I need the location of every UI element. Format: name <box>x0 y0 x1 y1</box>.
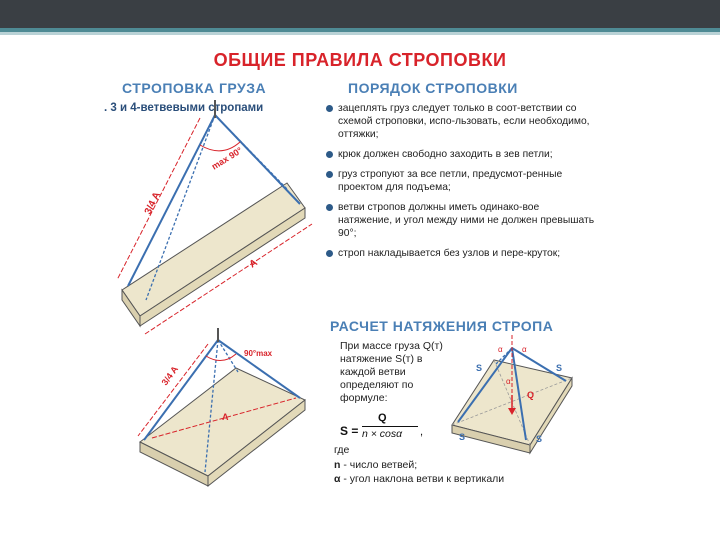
s-label-right: S <box>556 363 563 373</box>
formula-denominator: n × cosα <box>362 428 403 440</box>
right-heading: ПОРЯДОК СТРОПОВКИ <box>348 80 518 96</box>
left-subheading: . 3 и 4-ветвевыми стропами <box>104 102 264 114</box>
length-dimension-label: A <box>247 257 260 271</box>
legend-alpha: α - угол наклона ветви к вертикали <box>334 473 505 485</box>
angle-label: max 90° <box>209 145 244 172</box>
where-label: где <box>334 444 350 456</box>
list-item: строп накладывается без узлов и пере-круток; <box>326 247 596 260</box>
s-label-bottom-left: S <box>459 432 466 442</box>
list-item: крюк должен свободно заходить в зев петли; <box>326 148 596 161</box>
s-label-bottom-right: S <box>536 434 543 444</box>
plate-leg-dimension-label: 3/4 A <box>159 364 181 388</box>
left-heading: СТРОПОВКА ГРУЗА <box>122 80 267 96</box>
list-item: груз стропуют за все петли, предусмот-ренные проектом для подъема; <box>326 168 596 194</box>
alpha-label-left: α <box>498 345 503 354</box>
plate-angle-label: 90°max <box>244 349 273 358</box>
list-item: ветви стропов должны иметь одинако-вое натяжение, и угол между ними не должен превышать 90°; <box>326 201 596 240</box>
leg-dimension-label: 3/4 A <box>142 190 164 217</box>
formula-lhs: S = <box>340 424 359 438</box>
alpha-label-right: α <box>522 345 527 354</box>
plate-length-dimension-label: A <box>222 412 229 422</box>
s-label-left: S <box>476 363 483 373</box>
list-item: зацеплять груз следует только в соот-ветствии со схемой строповки, испо-льзовать, если необходимо, оттяжки; <box>326 102 596 141</box>
alpha-label-center: α <box>506 377 511 386</box>
formula-numerator: Q <box>378 412 387 424</box>
calc-description: При массе груза Q(т) натяжение S(т) в каждой ветви определяют по формуле: <box>340 340 443 404</box>
slide-title: ОБЩИЕ ПРАВИЛА СТРОПОВКИ <box>213 50 507 70</box>
q-label: Q <box>527 390 535 400</box>
formula-tail: , <box>420 426 424 438</box>
legend-n: n - число ветвей; <box>334 459 418 471</box>
calc-heading: РАСЧЕТ НАТЯЖЕНИЯ СТРОПА <box>330 318 554 334</box>
